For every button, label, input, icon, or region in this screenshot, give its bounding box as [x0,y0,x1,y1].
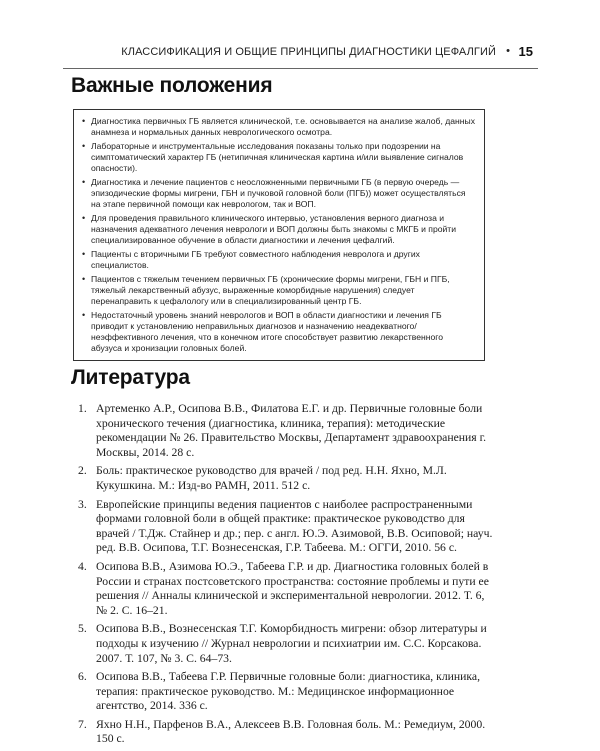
reference-number: 3. [78,497,87,511]
key-point-text: Диагностика и лечение пациентов с неосложненными первичными ГБ (в первую очередь — эпизодические формы мигрени, ГБН и пучковой головной боли (ПГБ)) может осуществляться на этапе первичной помощи как неврологом, так и ВОП. [91,177,466,209]
key-point-item [82,274,476,307]
key-point-item [82,213,476,246]
bullet-icon: • [82,249,86,259]
reference-number: 4. [78,559,87,573]
bullet-icon: • [82,116,86,126]
reference-text: Боль: практическое руководство для врачей / под ред. Н.Н. Яхно, М.Л. Кукушкина. М.: Изд-во РАМН, 2011. 512 с. [96,464,447,492]
reference-number: 2. [78,464,87,478]
reference-text: Артеменко А.Р., Осипова В.В., Филатова Е.Г. и др. Первичные головные боли хронического течения (диагностика, клиника, терапия): методические рекомендации № 26. Правительство Москвы, Департамент здравоохранения г. Москвы, 2014. 28 с. [96,402,486,459]
reference-item [76,498,498,556]
key-point-text: Лабораторные и инструментальные исследования показаны только при подозрении на симптоматический характер ГБ (нетипичная клиническая картина и/или выявление сигналов опасности). [91,141,464,173]
reference-item [76,402,498,460]
reference-item [76,670,498,714]
reference-number: 6. [78,670,87,684]
key-point-text: Недостаточный уровень знаний неврологов и ВОП в области диагностики и лечения ГБ приводит к установлению неправильных диагнозов и назначению неадекватного/неэффективного лечения, что в конечном итоге способствует развитию лекарственного абузуса и хронизации головных болей. [91,310,443,353]
key-point-text: Пациенты с вторичными ГБ требуют совместного наблюдения невролога и других специалистов. [91,249,420,270]
reference-text: Европейские принципы ведения пациентов с наиболее распространенными формами головной боли в общей практике: практическое руководство для врачей / Т.Дж. Стайнер и др.; пер. с англ. Ю.Э. Азимовой, В.В. Осиповой; науч. ред. В.В. Осипова, Т.Г. Вознесенская, Г.Р. Табеева. М.: ОГГИ, 2010. 56 с. [96,497,493,555]
key-point-text: Пациентов с тяжелым течением первичных ГБ (хронические формы мигрени, ГБН и ПГБ, тяжелый лекарственный абузус, выраженные коморбидные нарушения) следует перенаправить к цефалологу или в специализированный центр ГБ. [91,274,450,306]
key-point-text: Диагностика первичных ГБ является клинической, т.е. основывается на анализе жалоб, данных анамнеза и нормальных данных неврологического осмотра. [91,116,476,137]
key-point-item [82,249,476,271]
reference-number: 5. [78,622,87,636]
reference-item [76,464,498,493]
key-points-heading: Важные положения [71,74,273,97]
reference-text: Осипова В.В., Азимова Ю.Э., Табеева Г.Р. и др. Диагностика головных болей в России и странах постсоветского пространства: состояние проблемы и пути ее решения // Анналы клинической и экспериментальной неврологии. 2012. Т. 6, № 2. С. 16–21. [96,559,489,617]
key-point-item [82,116,476,138]
bullet-icon: • [82,141,86,151]
reference-item [76,622,498,666]
page-number: 15 [518,44,533,59]
key-point-item [82,310,476,354]
reference-item [76,718,498,747]
running-header [0,46,600,64]
reference-number: 1. [78,402,87,415]
header-rule [63,68,538,69]
reference-text: Яхно Н.Н., Парфенов В.А., Алексеев В.В. Головная боль. М.: Ремедиум, 2000. 150 с. [96,717,486,746]
header-bullet: • [506,45,510,57]
key-points-list [74,110,484,354]
key-point-item [82,141,476,174]
literature-heading: Литература [71,366,190,389]
bullet-icon: • [82,274,86,284]
reference-text: Осипова В.В., Табеева Г.Р. Первичные головные боли: диагностика, клиника, терапия: практическое руководство. М.: Медицинское информационное агентство, 2014. 336 с. [96,670,481,713]
reference-item [76,560,498,618]
key-points-box [73,109,485,361]
running-header-title: КЛАССИФИКАЦИЯ И ОБЩИЕ ПРИНЦИПЫ ДИАГНОСТИКИ ЦЕФАЛГИЙ [121,46,496,58]
bullet-icon: • [82,213,86,223]
reference-list [76,402,498,751]
bullet-icon: • [82,177,86,187]
key-point-text: Для проведения правильного клинического интервью, установления верного диагноза и назначения адекватного лечения неврологи и ВОП должны быть знакомы с МКГБ и пройти специализированное обучение в области диагностики и лечения цефалгий. [91,213,457,245]
bullet-icon: • [82,310,86,320]
reference-number: 7. [78,717,87,731]
reference-text: Осипова В.В., Вознесенская Т.Г. Коморбидность мигрени: обзор литературы и подходы к изучению // Журнал неврологии и психиатрии им. С.С. Корсакова. 2007. Т. 107, № 3. С. 64–73. [96,622,487,665]
key-point-item [82,177,476,210]
